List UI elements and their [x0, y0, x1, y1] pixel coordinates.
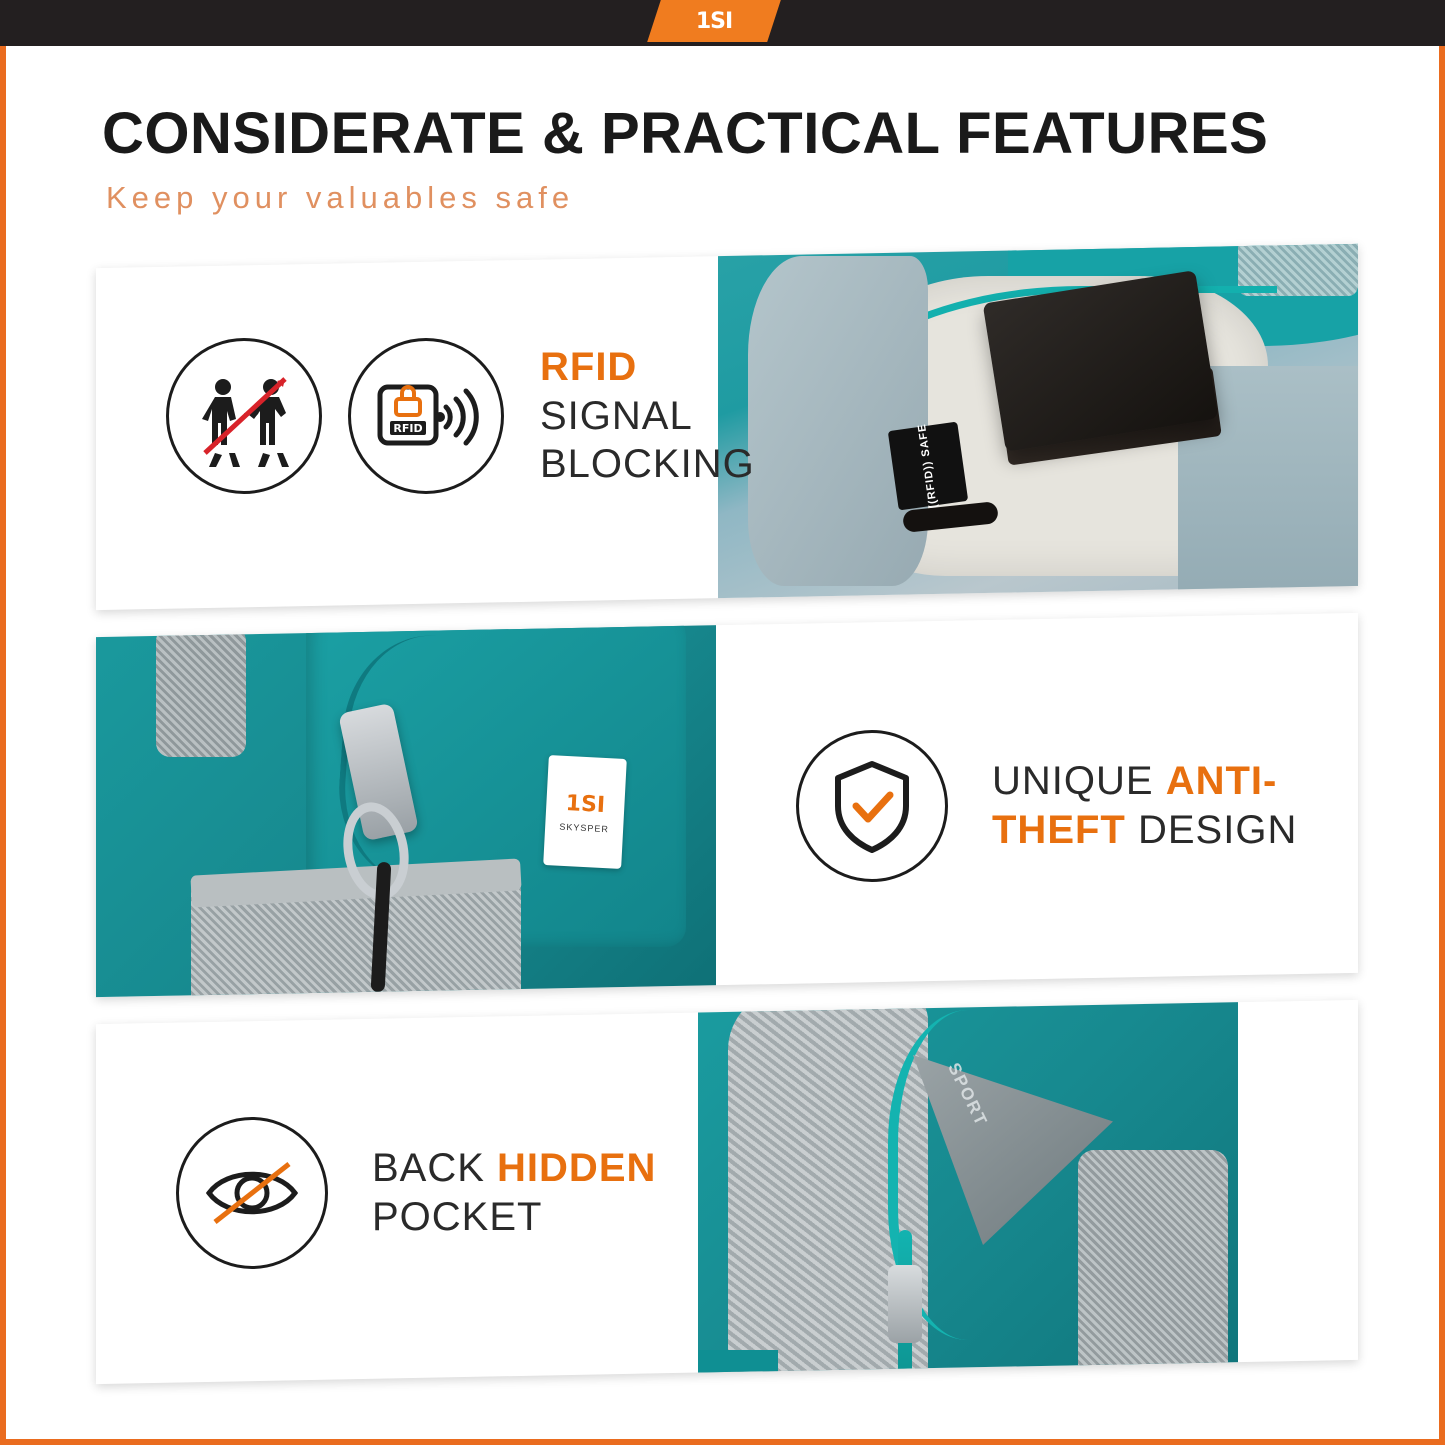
feature-anti-theft-title	[992, 757, 1297, 855]
brand-logo-text: 1SI	[695, 8, 733, 34]
feature-rfid-content	[166, 338, 755, 494]
bag-brand-label-logo: 1SI	[565, 790, 606, 818]
feature-panel-rfid	[96, 244, 1358, 610]
feature-hidden-pocket-content	[176, 1117, 656, 1269]
bag-brand-label-text: SKYSPER	[559, 821, 610, 834]
feature-rfid-line2: SIGNAL	[540, 393, 693, 438]
back-hidden-pocket-photo	[698, 1000, 1238, 1384]
feature-anti-theft-prefix: UNIQUE	[992, 759, 1166, 804]
feature-hidden-pocket-title	[372, 1144, 656, 1242]
brand-logo-tab	[647, 0, 781, 42]
eye-hidden-icon	[176, 1117, 328, 1269]
feature-anti-theft-accent: ANTI-	[1165, 759, 1278, 804]
page-subtitle: Keep your valuables safe	[106, 180, 575, 215]
feature-rfid-line3: BLOCKING	[540, 442, 755, 487]
feature-rfid-title	[540, 343, 755, 489]
feature-hidden-pocket-accent: HIDDEN	[497, 1146, 657, 1191]
top-bar	[0, 0, 1445, 46]
teal-sling-bag-front-photo	[96, 613, 716, 997]
feature-rfid-accent: RFID	[540, 344, 638, 389]
feature-anti-theft-accent2: THEFT	[992, 808, 1126, 852]
page-title: CONSIDERATE & PRACTICAL FEATURES	[102, 101, 1269, 166]
svg-text:RFID: RFID	[393, 422, 423, 435]
hidden-pocket-flap-text: SPORT	[944, 1059, 992, 1130]
rfid-safe-tag-text: ((RFID)) SAFE	[916, 422, 940, 510]
feature-anti-theft-content	[796, 730, 1297, 882]
shield-check-icon	[796, 730, 948, 882]
feature-hidden-pocket-prefix: BACK	[372, 1146, 498, 1191]
open-compartment-with-wallet-photo	[718, 244, 1358, 610]
bag-brand-label	[543, 755, 627, 869]
rfid-safe-tag	[888, 422, 968, 511]
rfid-card-signal-icon	[348, 338, 504, 494]
no-pickpocket-icon	[166, 338, 322, 494]
feature-anti-theft-suffix: DESIGN	[1125, 808, 1298, 852]
feature-panel-anti-theft	[96, 613, 1358, 997]
feature-hidden-pocket-line2: POCKET	[372, 1195, 543, 1239]
feature-panel-hidden-pocket	[96, 1000, 1358, 1384]
